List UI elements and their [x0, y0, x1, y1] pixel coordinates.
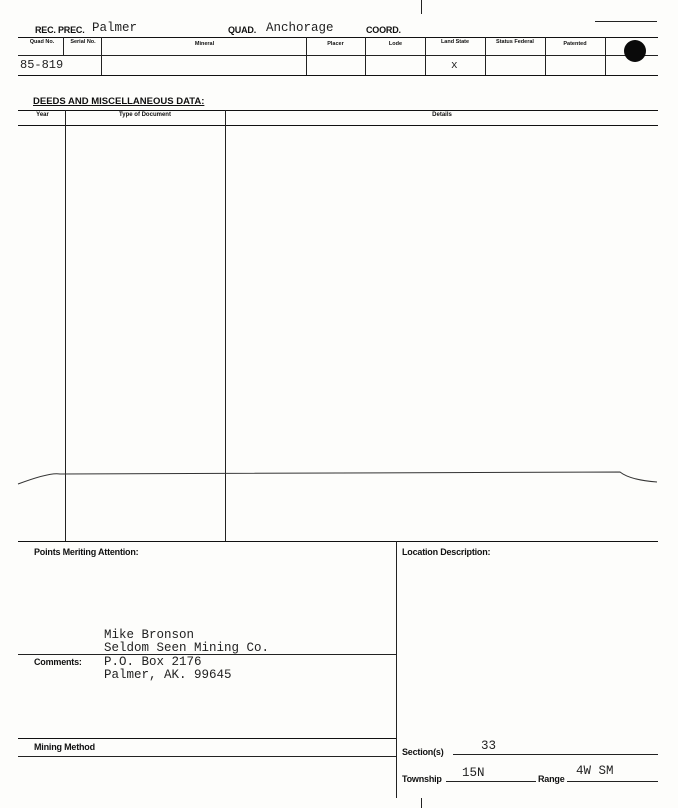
col-serial-no: Serial No. — [70, 39, 96, 45]
deeds-col-details: Details — [432, 112, 452, 118]
section-label: Section(s) — [402, 747, 444, 757]
rec-prec-label: REC. PREC. — [35, 25, 85, 35]
deeds-col-type: Type of Document — [119, 112, 171, 118]
claim-table-header-line — [18, 55, 658, 56]
col-divider — [605, 37, 606, 75]
col-divider — [101, 37, 102, 75]
township-label: Township — [402, 774, 442, 784]
punch-hole — [624, 40, 646, 62]
deeds-title: DEEDS AND MISCELLANEOUS DATA: — [33, 96, 205, 107]
fold-crease — [0, 462, 678, 492]
col-divider — [365, 37, 366, 75]
col-land-state: Land State — [440, 39, 470, 45]
col-divider — [545, 37, 546, 75]
header-bottom-line — [18, 37, 658, 38]
quad-no-value: 85-819 — [20, 58, 64, 72]
contact-name: Mike Bronson — [104, 628, 195, 642]
mining-method-label: Mining Method — [34, 742, 95, 752]
comments-top-line — [18, 654, 396, 655]
township-value: 15N — [462, 766, 485, 780]
deeds-col-year: Year — [36, 112, 49, 118]
quad-label: QUAD. — [228, 25, 256, 35]
location-description-label: Location Description: — [402, 547, 491, 557]
col-divider — [63, 37, 64, 55]
address-line-2: Palmer, AK. 99645 — [104, 668, 232, 682]
deeds-header-line — [18, 125, 658, 126]
col-divider — [425, 37, 426, 75]
col-mineral: Mineral — [194, 41, 215, 47]
range-underline — [567, 781, 658, 782]
col-divider — [306, 37, 307, 75]
points-label: Points Meriting Attention: — [34, 547, 139, 557]
range-label: Range — [538, 774, 565, 784]
mining-method-top-line — [18, 738, 396, 739]
mining-method-bottom-line — [18, 756, 396, 757]
land-state-mark: x — [451, 60, 458, 72]
comments-label: Comments: — [34, 657, 82, 667]
col-lode: Lode — [388, 41, 403, 47]
top-tick — [421, 0, 422, 14]
section-underline — [453, 754, 658, 755]
deeds-top-line — [18, 110, 658, 111]
bottom-tick — [421, 798, 422, 808]
section-value: 33 — [481, 739, 497, 753]
col-placer: Placer — [327, 41, 344, 47]
col-quad-no: Quad No. — [29, 39, 55, 45]
address-line-1: P.O. Box 2176 — [104, 655, 202, 669]
range-value: 4W SM — [576, 764, 614, 778]
quad-value: Anchorage — [266, 21, 334, 35]
col-divider — [485, 37, 486, 75]
col-patented: Patented — [563, 41, 587, 47]
col-status-federal: Status Federal — [496, 39, 534, 45]
township-underline — [446, 781, 536, 782]
lower-center-divider — [396, 541, 397, 798]
claim-table-bottom-line — [18, 75, 658, 76]
header-top-line-right — [595, 21, 657, 22]
lower-top-line — [18, 541, 658, 542]
coord-label: COORD. — [366, 25, 401, 35]
rec-prec-value: Palmer — [92, 21, 138, 35]
contact-company: Seldom Seen Mining Co. — [104, 641, 270, 655]
